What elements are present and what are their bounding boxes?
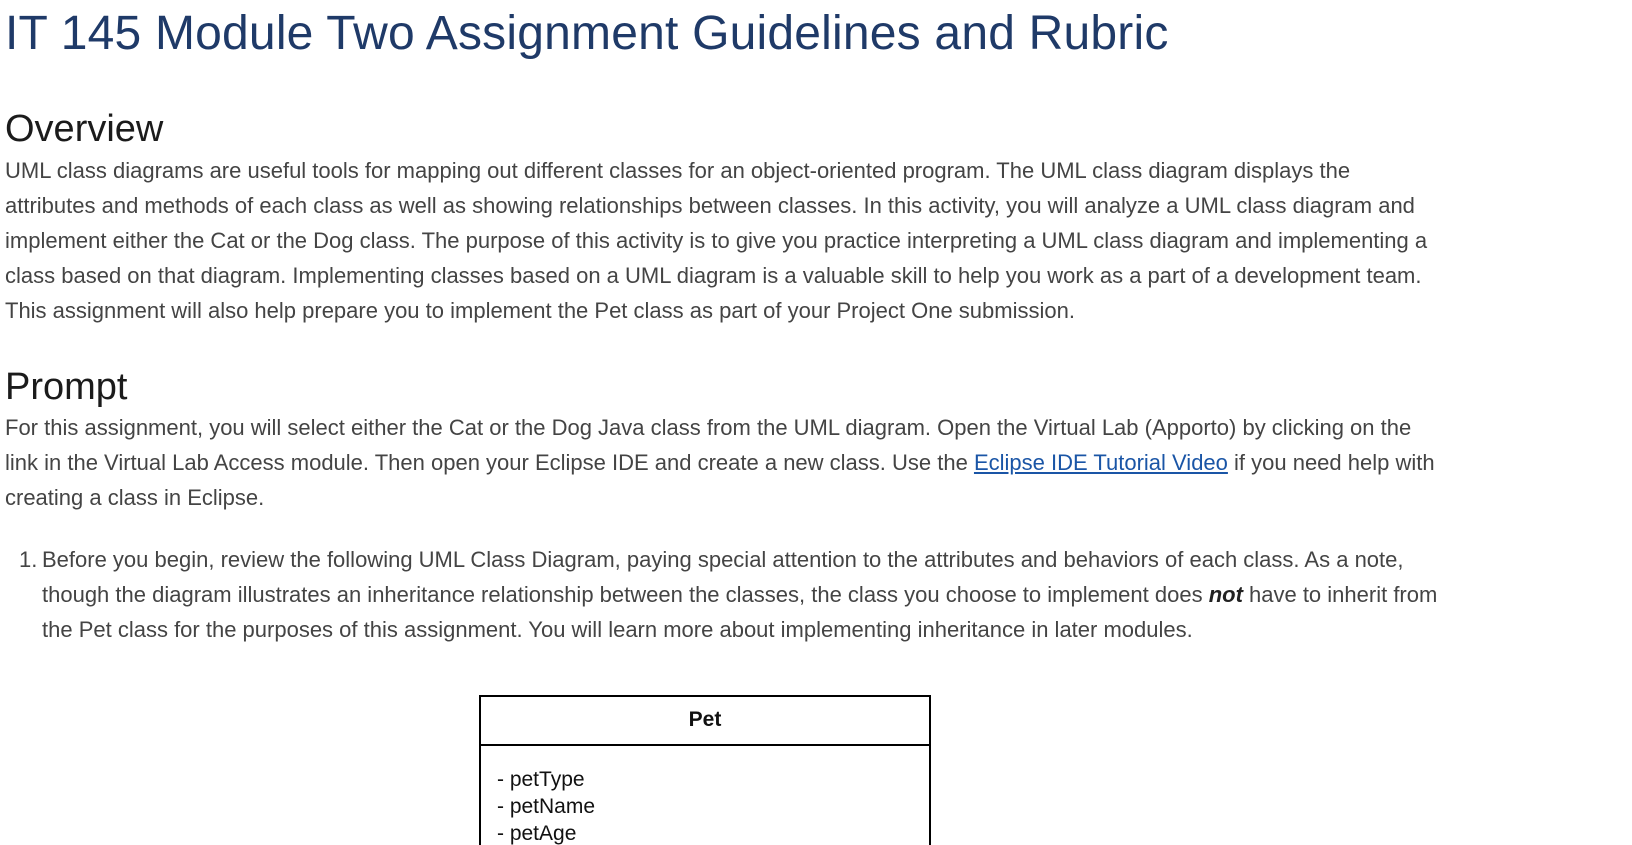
list-item-number: 1. xyxy=(19,547,38,572)
uml-attribute: - petAge xyxy=(497,822,577,845)
list-item-text xyxy=(42,542,1442,647)
prompt-text-before-link: For this assignment, you will select either the Cat or the Dog Java class from the UML diagram. Open the Virtual Lab (Apporto) by clicking on the link in the Virtual Lab Access module. Then open your Eclipse IDE and create a new class. Use the xyxy=(5,415,1412,475)
overview-paragraph: UML class diagrams are useful tools for mapping out different classes for an object-oriented program. The UML class diagram displays the attributes and methods of each class as well as showing relationships between classes. In this activity, you will analyze a UML class diagram and implement either the Cat or the Dog class. The purpose of this activity is to give you practice interpreting a UML class diagram and implementing a class based on that diagram. Implementing classes based on a UML diagram is a valuable skill to help you work as a part of a development team. This assignment will also help prepare you to implement the Pet class as part of your Project One submission. xyxy=(5,158,1428,323)
prompt-heading: Prompt xyxy=(5,366,128,408)
eclipse-tutorial-link[interactable]: Eclipse IDE Tutorial Video xyxy=(973,450,1228,475)
uml-attribute: - petName xyxy=(497,795,596,818)
uml-attribute: - petType xyxy=(497,768,585,791)
step-emphasis: not xyxy=(1208,582,1243,607)
prompt-paragraph xyxy=(5,410,1445,515)
uml-attributes xyxy=(481,746,929,845)
uml-class-name: Pet xyxy=(481,697,929,746)
overview-heading: Overview xyxy=(5,108,164,150)
step-text-after: have to inherit from the Pet class for the purposes of this assignment. You will learn more about implementing inheritance in later modules. xyxy=(42,582,1438,642)
page-title: IT 145 Module Two Assignment Guidelines and Rubric xyxy=(5,7,1169,60)
prompt-text-after-link: if you need help with creating a class in Eclipse. xyxy=(5,450,1435,510)
step-text-before: Before you begin, review the following UML Class Diagram, paying special attention to the attributes and behaviors of each class. As a note, though the diagram illustrates an inheritance relationship between the classes, the class you choose to implement does xyxy=(42,547,1404,607)
uml-class-diagram xyxy=(479,695,931,845)
